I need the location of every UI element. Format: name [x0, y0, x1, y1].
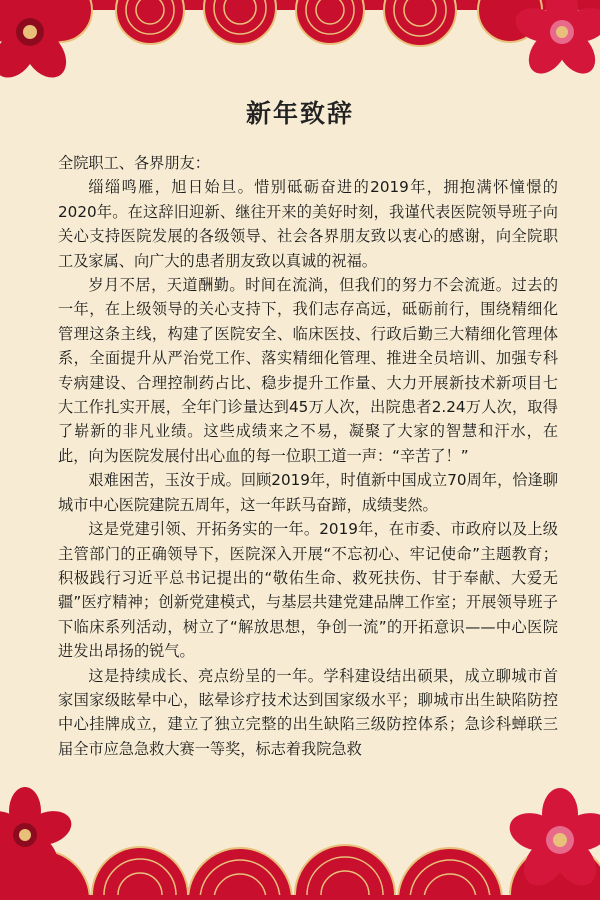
red-plum-blossom-icon [0, 780, 90, 890]
body-paragraph: 缁缁鸣雁，旭日始旦。惜别砥砺奋进的2019年，拥抱满怀憧憬的2020年。在这辞旧迎新、继往开来的美好时刻，我谨代表医院领导班子向关心支持医院发展的各级领导、社会各界朋友致以衷心的感谢，向全院职工及家属、向广大的患者朋友致以真诚的祝福。 [58, 178, 558, 270]
body-paragraph: 这是持续成长、亮点纷呈的一年。学科建设结出硕果，成立聊城市首家国家级眩晕中心，眩晕诊疗技术达到国家级水平；聊城市出生缺陷防控中心挂牌成立，建立了独立完整的出生缺陷三级防控体系；急诊科蝉联三届全市应急急救大赛一等奖，标志着我院急救 [58, 666, 558, 758]
body-paragraph: 这是党建引领、开拓务实的一年。2019年，在市委、市政府以及上级主管部门的正确领导下，医院深入开展“不忘初心、牢记使命”主题教育；积极践行习近平总书记提出的“敬佑生命、救死扶伤、甘于奉献、大爱无疆”医疗精神；创新党建模式，与基层共建党建品牌工作室；开展领导班子下临床系列活动，树立了“解放思想，争创一流”的开拓意识——中心医院进发出昂扬的锐气。 [58, 520, 558, 661]
red-plum-blossom-icon [0, 0, 100, 102]
letter-body [58, 151, 558, 761]
red-plum-blossom-icon [500, 0, 600, 100]
body-paragraph: 岁月不居，天道酬勤。时间在流淌，但我们的努力不会流逝。过去的一年，在上级领导的关心支持下，我们志存高远，砥砺前行，围绕精细化管理这条主线，构建了医院安全、临床医技、行政后勤三大精细化管理体系，全面提升从严治党工作、落实精细化管理、推进全员培训、加强专科专病建设、合理控制药占比、稳步提升工作量、大力开展新技术新项目七大工作扎实开展，全年门诊量达到45万人次，出院患者2.24万人次，取得了崭新的非凡业绩。这些成绩来之不易，凝聚了大家的智慧和汗水，在此，向为医院发展付出心血的每一位职工道一声：“辛苦了！” [58, 276, 558, 465]
greeting-line: 全院职工、各界朋友： [58, 154, 210, 172]
body-paragraph: 艰难困苦，玉汝于成。回顾2019年，时值新中国成立70周年，恰逢聊城市中心医院建院五周年，这一年跃马奋蹄，成绩斐然。 [58, 471, 558, 514]
page-title: 新年致辞 [245, 99, 354, 128]
red-plum-blossom-icon [495, 780, 600, 900]
